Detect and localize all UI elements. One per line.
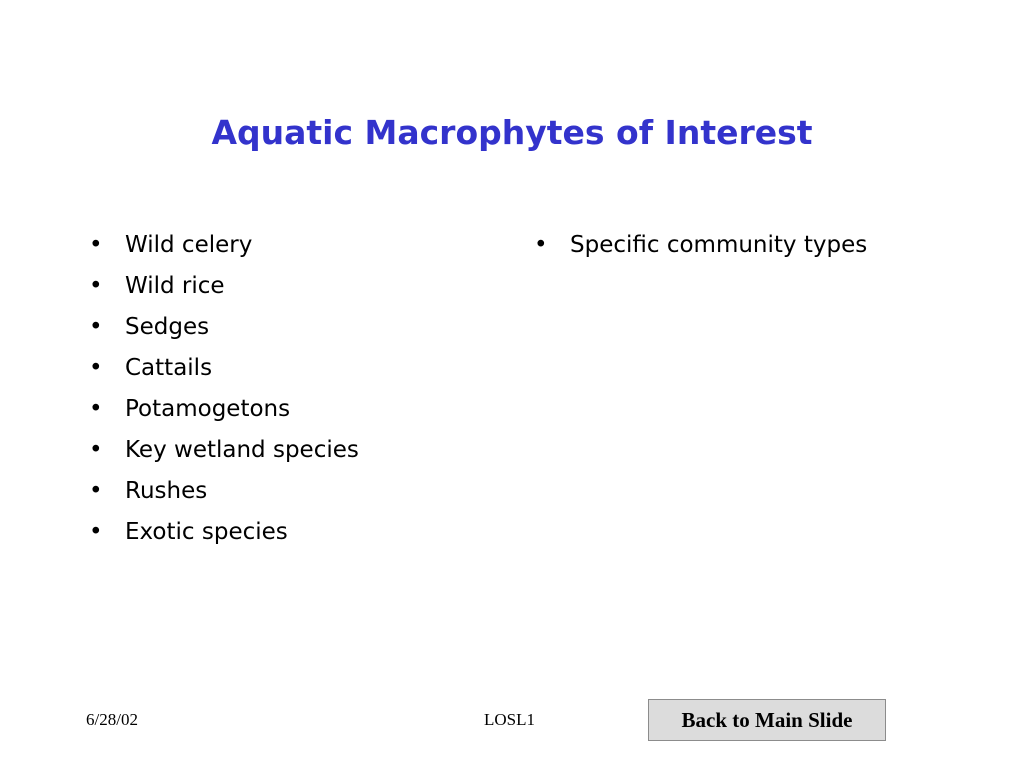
bullet-icon: • (89, 314, 103, 340)
list-item-text: Potamogetons (125, 396, 291, 422)
bullet-icon: • (89, 396, 103, 422)
list-item (534, 225, 954, 266)
list-item-text: Rushes (125, 478, 208, 504)
bullet-icon: • (534, 232, 548, 258)
list-item-text: Cattails (125, 355, 213, 381)
list-item (89, 348, 489, 389)
list-item-text: Wild rice (125, 273, 225, 299)
list-item-text: Wild celery (125, 232, 253, 258)
slide-title: Aquatic Macrophytes of Interest (211, 113, 813, 152)
list-item-text: Specific community types (570, 232, 868, 258)
bullet-icon: • (89, 519, 103, 545)
list-item (89, 389, 489, 430)
list-item (89, 471, 489, 512)
list-item (89, 225, 489, 266)
list-item-text: Sedges (125, 314, 210, 340)
list-item (89, 512, 489, 553)
list-item-text: Key wetland species (125, 437, 359, 463)
bullet-icon: • (89, 437, 103, 463)
bullet-icon: • (89, 355, 103, 381)
back-to-main-slide-button[interactable]: Back to Main Slide (648, 699, 886, 741)
left-bullet-list (89, 225, 489, 553)
bullet-icon: • (89, 232, 103, 258)
list-item (89, 266, 489, 307)
right-bullet-list (534, 225, 954, 266)
list-item (89, 430, 489, 471)
bullet-icon: • (89, 478, 103, 504)
list-item (89, 307, 489, 348)
list-item-text: Exotic species (125, 519, 288, 545)
footer-slide-id: LOSL1 (484, 710, 535, 729)
bullet-icon: • (89, 273, 103, 299)
footer-date: 6/28/02 (86, 710, 138, 729)
